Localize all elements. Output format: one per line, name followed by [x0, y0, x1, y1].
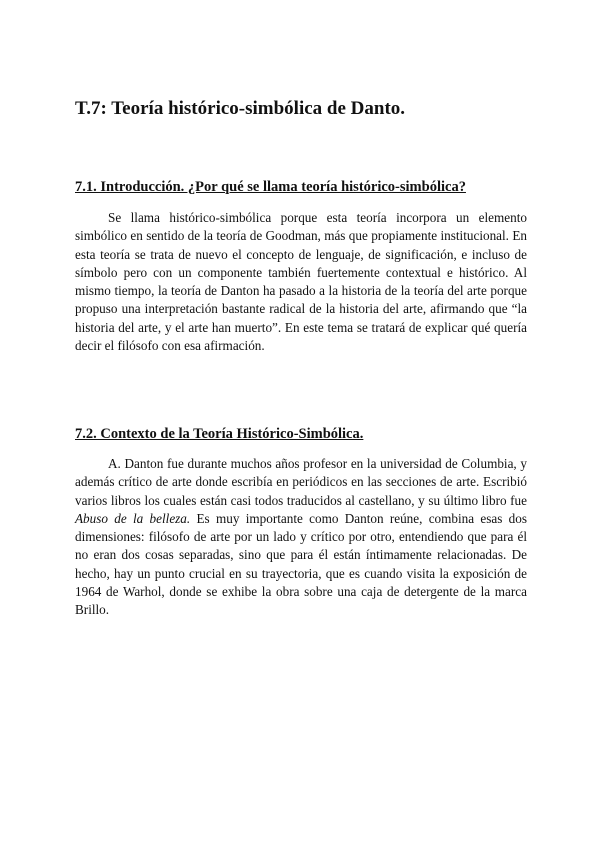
paragraph-text-before-title: A. Danton fue durante muchos años profesor en la universidad de Columbia, y además crítico de arte donde escribía en periódicos en las secciones de arte. Escribió varios libros los cuales están casi todos traducidos al castellano, y su último libro fue — [75, 456, 527, 508]
section-paragraph-contexto — [75, 455, 527, 620]
document-title: T.7: Teoría histórico-simbólica de Danto. — [75, 98, 406, 119]
section-paragraph-introduccion: Se llama histórico-simbólica porque esta teoría incorpora un elemento simbólico en sentido de la teoría de Goodman, más que propiamente institucional. En esta teoría se trata de nuevo el concepto de lenguaje, de significación, e incluso de símbolo pero con un componente también fuertemente contextual e histórico. Al mismo tiempo, la teoría de Danton ha pasado a la historia de la teoría del arte porque propuso una interpretación bastante radical de la historia del arte, afirmando que “la historia del arte, y el arte han muerto”. En este tema se tratará de explicar qué quería decir el filósofo con esa afirmación. — [75, 210, 527, 354]
book-title: Abuso de la belleza. — [75, 510, 191, 526]
section-heading-contexto: 7.2. Contexto de la Teoría Histórico-Simbólica. — [75, 426, 364, 442]
paragraph-text-after-title: Es muy importante como Danton reúne, combina esas dos dimensiones: filósofo de arte por un lado y crítico por otro, entendiendo que para él no eran dos cosas separadas, sino que para él están íntimamente relacionadas. De hecho, hay un punto crucial en su trayectoria, que es cuando visita la exposición de 1964 de Warhol, donde se exhibe la obra sobre una caja de detergente de la marca Brillo. — [75, 510, 527, 618]
section-heading-introduccion: 7.1. Introducción. ¿Por qué se llama teoría histórico-simbólica? — [75, 179, 466, 195]
